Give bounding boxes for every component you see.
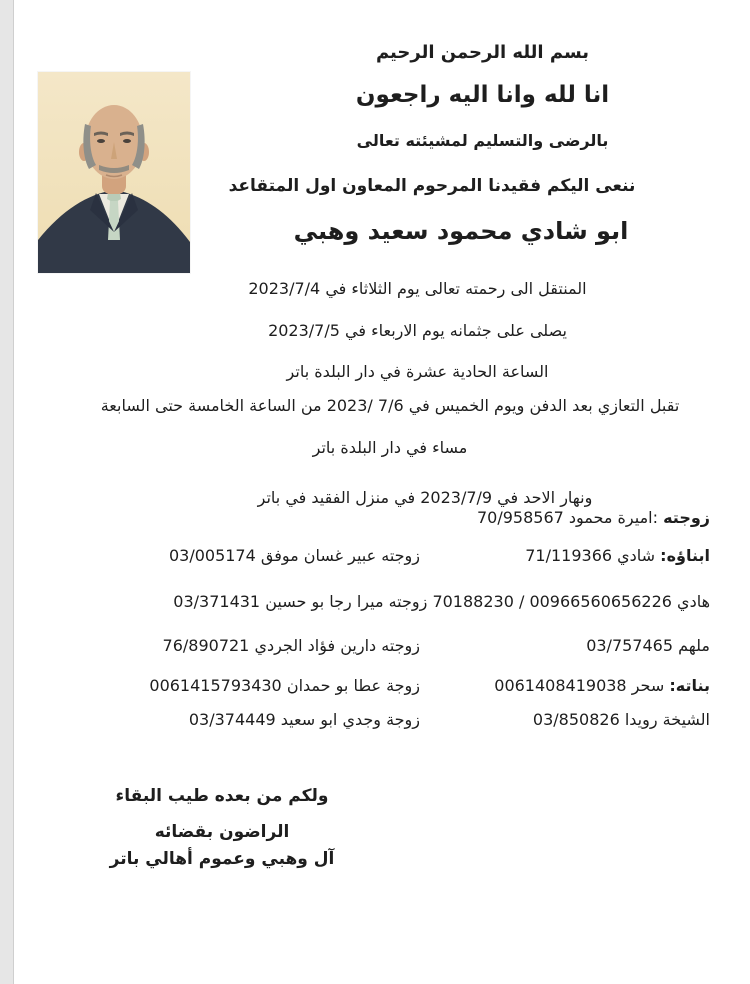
daughters-row-sahar bbox=[494, 676, 710, 695]
eye-right bbox=[123, 139, 131, 143]
condolences-line-2: مساء في دار البلدة باتر bbox=[312, 438, 468, 457]
funeral-time-line: الساعة الحادية عشرة في دار البلدة باتر bbox=[286, 362, 549, 381]
funeral-prayer-line: يصلى على جثمانه يوم الاربعاء في 2023/7/5 bbox=[268, 321, 567, 340]
obituary-intro-line: ننعى اليكم فقيدنا المرحوم المعاون اول المتقاعد bbox=[228, 176, 636, 196]
husband-of-sahar: زوجة عطا بو حمدان 0061415793430 bbox=[149, 676, 420, 695]
wife-line bbox=[477, 508, 710, 527]
son-shadi-number: شادي 71/119366 bbox=[525, 546, 661, 565]
portrait-illustration bbox=[38, 72, 190, 273]
condolences-line-3: ونهار الاحد في 2023/7/9 في منزل الفقيد في باتر bbox=[257, 488, 593, 507]
sons-label: ابناؤه: bbox=[660, 546, 710, 565]
daughters-label: بناته: bbox=[669, 676, 710, 695]
daughter-rouida: الشيخة رويدا 03/850826 bbox=[532, 710, 710, 729]
farewell-line: ولكم من بعده طيب البقاء bbox=[115, 786, 329, 806]
son-hadi-row: هادي 00966560656226 / 70188230 زوجته ميرا رجا بو حسين 03/371431 bbox=[173, 592, 710, 611]
sons-row-shadi bbox=[525, 546, 710, 565]
son-molham: ملهم 03/757465 bbox=[586, 636, 710, 655]
condolences-line-1: تقبل التعازي بعد الدفن ويوم الخميس في 7/6 /2023 من الساعة الخامسة حتى السابعة bbox=[100, 396, 680, 415]
daughter-sahar-number: سحر 0061408419038 bbox=[494, 676, 670, 695]
wife-of-shadi: زوجته عبير غسان موفق 03/005174 bbox=[168, 546, 420, 565]
acceptance-line: الراضون بقضائه bbox=[154, 822, 290, 842]
wife-label: زوجته bbox=[663, 508, 710, 527]
deceased-portrait-photo bbox=[38, 72, 190, 273]
submission-line: بالرضى والتسليم لمشيئته تعالى bbox=[356, 131, 609, 150]
deceased-name: ابو شادي محمود سعيد وهبي bbox=[293, 217, 629, 245]
wife-name-number: :اميرة محمود 70/958567 bbox=[477, 508, 664, 527]
wife-of-molham: زوجته دارين فؤاد الجردي 76/890721 bbox=[162, 636, 420, 655]
basmala-line: بسم الله الرحمن الرحيم bbox=[375, 42, 590, 63]
death-date-line: المنتقل الى رحمته تعالى يوم الثلاثاء في 2023/7/4 bbox=[248, 279, 587, 298]
tie bbox=[108, 201, 120, 240]
family-signature-line: آل وهبي وعموم أهالي باتر bbox=[109, 849, 335, 869]
istirja-verse-line: انا لله وانا اليه راجعون bbox=[355, 82, 610, 108]
eye-left bbox=[97, 139, 105, 143]
husband-of-rouida: زوجة وجدي ابو سعيد 03/374449 bbox=[188, 710, 420, 729]
